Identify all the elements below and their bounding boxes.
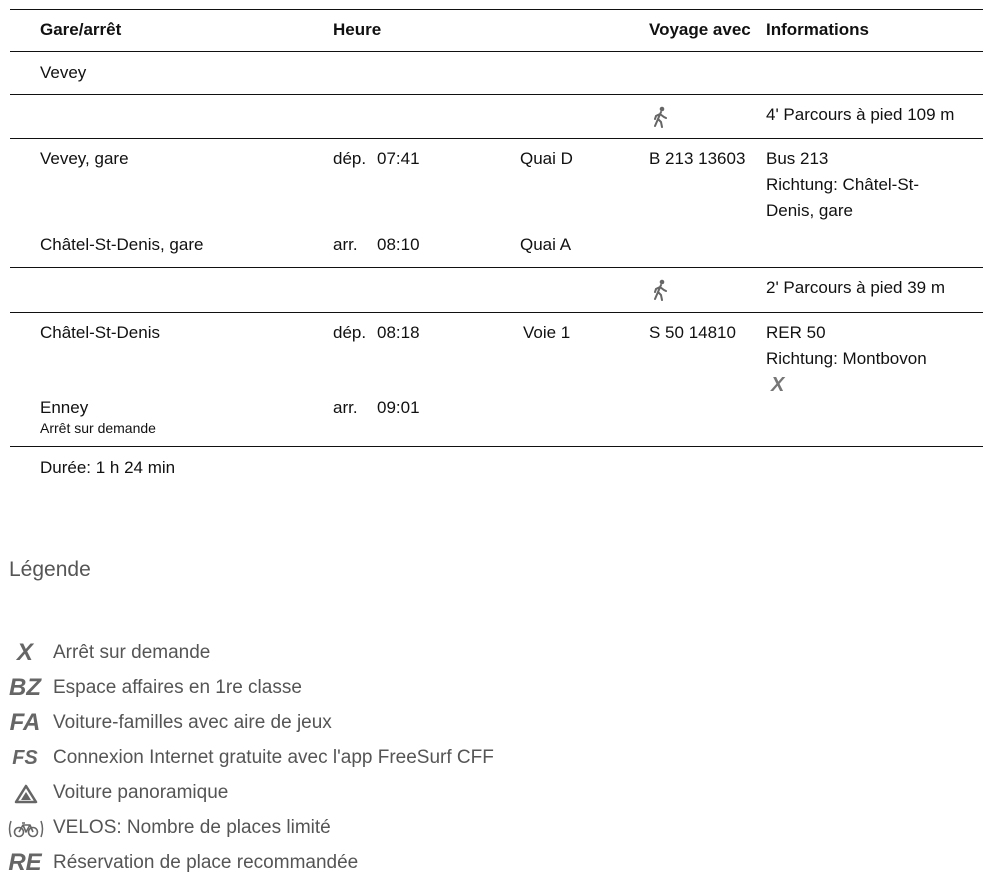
- departure-station: Vevey, gare: [40, 149, 129, 168]
- fa-code-icon: FA: [9, 709, 41, 736]
- divider: [10, 51, 983, 52]
- header-journey: Voyage avec: [649, 20, 751, 39]
- arrival-note: Arrêt sur demande: [40, 420, 156, 436]
- departure-platform: Voie 1: [523, 323, 571, 342]
- header-station: Gare/arrêt: [40, 20, 122, 39]
- line-name: RER 50: [766, 323, 826, 342]
- legend-text: Espace affaires en 1re classe: [53, 677, 302, 698]
- departure-time: 08:18: [377, 323, 420, 342]
- request-stop-flag: X: [771, 374, 785, 396]
- departure-time: 07:41: [377, 149, 420, 168]
- legend-title: Légende: [9, 558, 91, 581]
- pedestrian-icon: [651, 106, 669, 128]
- arrival-label: arr.: [333, 235, 358, 254]
- legend-text: Voiture-familles avec aire de jeux: [53, 712, 332, 733]
- bz-code-icon: BZ: [9, 674, 41, 701]
- arrival-platform: Quai A: [520, 235, 572, 254]
- origin-station: Vevey: [40, 63, 87, 82]
- direction-text: Richtung: Châtel-St-: [766, 175, 920, 194]
- legend-item: [0, 814, 600, 842]
- header-time: Heure: [333, 20, 382, 39]
- legend-item: [0, 709, 600, 737]
- legend-text: Connexion Internet gratuite avec l'app FreeSurf CFF: [53, 747, 494, 768]
- line-name: Bus 213: [766, 149, 829, 168]
- panorama-triangle-icon: [14, 784, 38, 804]
- direction-text: Richtung: Montbovon: [766, 349, 927, 368]
- re-code-icon: RE: [8, 849, 42, 876]
- legend-text: VELOS: Nombre de places limité: [53, 817, 331, 838]
- journey-number: B 213 13603: [649, 149, 746, 168]
- legend-item: [0, 744, 600, 772]
- departure-platform: Quai D: [520, 149, 573, 168]
- divider: [10, 138, 983, 139]
- arrival-time: 08:10: [377, 235, 420, 254]
- fs-code-icon: FS: [12, 747, 38, 769]
- legend-text: Réservation de place recommandée: [53, 852, 359, 873]
- arrival-time: 09:01: [377, 398, 420, 417]
- divider: [10, 9, 983, 10]
- header-info: Informations: [766, 20, 869, 39]
- divider: [10, 267, 983, 268]
- divider: [10, 446, 983, 447]
- x-code-icon: X: [16, 639, 33, 666]
- legend-item: [0, 674, 600, 702]
- legend-item: [0, 779, 600, 807]
- divider: [10, 312, 983, 313]
- direction-text-cont: Denis, gare: [766, 201, 853, 220]
- bicycle-icon: [7, 819, 45, 839]
- total-duration: Durée: 1 h 24 min: [40, 458, 176, 477]
- walk-info: 4' Parcours à pied 109 m: [766, 105, 955, 124]
- divider: [10, 94, 983, 95]
- legend-item: [0, 849, 600, 877]
- arrival-station: Enney: [40, 398, 89, 417]
- arrival-label: arr.: [333, 398, 358, 417]
- legend-item: [0, 639, 600, 667]
- legend-text: Arrêt sur demande: [53, 642, 211, 663]
- arrival-station: Châtel-St-Denis, gare: [40, 235, 204, 254]
- legend-text: Voiture panoramique: [53, 782, 229, 803]
- departure-label: dép.: [333, 323, 367, 342]
- departure-label: dép.: [333, 149, 367, 168]
- departure-station: Châtel-St-Denis: [40, 323, 160, 342]
- pedestrian-icon: [651, 279, 669, 301]
- journey-number: S 50 14810: [649, 323, 736, 342]
- walk-info: 2' Parcours à pied 39 m: [766, 278, 946, 297]
